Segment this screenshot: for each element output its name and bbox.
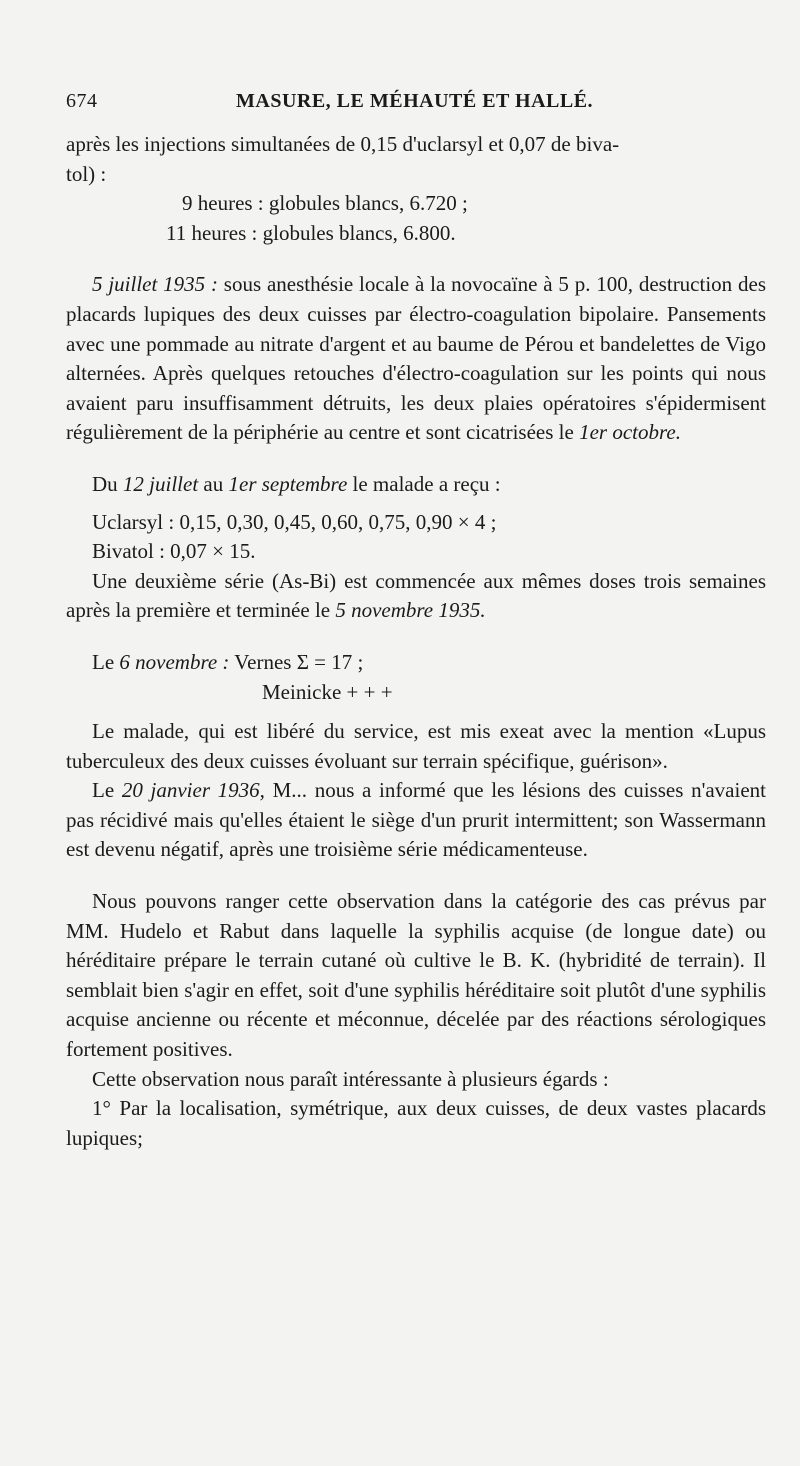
paragraph: Le malade, qui est libéré du service, est mis exeat avec la mention «Lupus tuberculeux des deux cuisses évoluant sur terrain spécifique, guérison». (66, 719, 766, 773)
paragraph: Le 20 janvier 1936, M... nous a informé que les lésions des cuisses n'avaient pas récidivé mais qu'elles étaient le siège d'un prurit intermittent; son Wassermann est devenu négatif, après une troisième série médicamenteuse. (66, 778, 766, 862)
date: 1er septembre (228, 471, 348, 496)
date: 20 janvier 1936, (121, 778, 265, 803)
date: 5 juillet 1935 : (92, 272, 218, 297)
text-line: après les injections simultanées de 0,15 d'uclarsyl et 0,07 de biva- (66, 132, 620, 156)
text-line: Uclarsyl : 0,15, 0,30, 0,45, 0,60, 0,75, 0,90 × 4 ; (92, 509, 497, 534)
date: 1er octobre. (579, 420, 681, 445)
running-title: MASURE, LE MÉHAUTÉ ET HALLÉ. (236, 90, 594, 112)
text-line: 9 heures : globules blancs, 6.720 ; (182, 191, 468, 216)
date: 6 novembre : (119, 649, 230, 674)
date: 5 novembre 1935. (335, 598, 486, 623)
page-number: 674 (66, 90, 98, 112)
paragraph: Cette observation nous paraît intéressante à plusieurs égards : (92, 1066, 609, 1091)
page-body (66, 130, 766, 1153)
paragraph: Du 12 juillet au 1er septembre le malade a reçu : (92, 471, 501, 496)
text-line: Meinicke + + + (262, 679, 393, 704)
text-line: Bivatol : 0,07 × 15. (92, 539, 256, 564)
paragraph: 5 juillet 1935 : sous anesthésie locale à la novocaïne à 5 p. 100, destruction des placards lupiques des deux cuisses par électro-coagulation bipolaire. Pansements avec une pommade au nitrate d'argent et au baume de Pérou et bandelettes de Vigo alternées. Après quelques retouches d'électro-coagulation sur les points qui nous avaient paru insuffisamment détruits, les deux plaies opératoires s'épidermisent régulièrement de la périphérie au centre et sont cicatrisées le 1er octobre. (66, 272, 766, 445)
text-line: tol) : (66, 161, 107, 186)
text-line: Le 6 novembre : Vernes Σ = 17 ; (92, 649, 364, 674)
paragraph: Une deuxième série (As-Bi) est commencée aux mêmes doses trois semaines après la première et terminée le 5 novembre 1935. (66, 568, 766, 623)
date: 12 juillet (122, 471, 199, 496)
paragraph: 1° Par la localisation, symétrique, aux deux cuisses, de deux vastes placards lupiques; (66, 1096, 766, 1150)
paragraph: Nous pouvons ranger cette observation dans la catégorie des cas prévus par MM. Hudelo et Rabut dans laquelle la syphilis acquise (de longue date) ou héréditaire prépare le terrain cutané où cultive le B. K. (hybridité de terrain). Il semblait bien s'agir en effet, soit d'une syphilis héréditaire soit plutôt d'une syphilis acquise ancienne ou récente et méconnue, décelée par des réactions sérologiques fortement positives. (66, 889, 766, 1062)
text-line: 11 heures : globules blancs, 6.800. (166, 220, 456, 245)
